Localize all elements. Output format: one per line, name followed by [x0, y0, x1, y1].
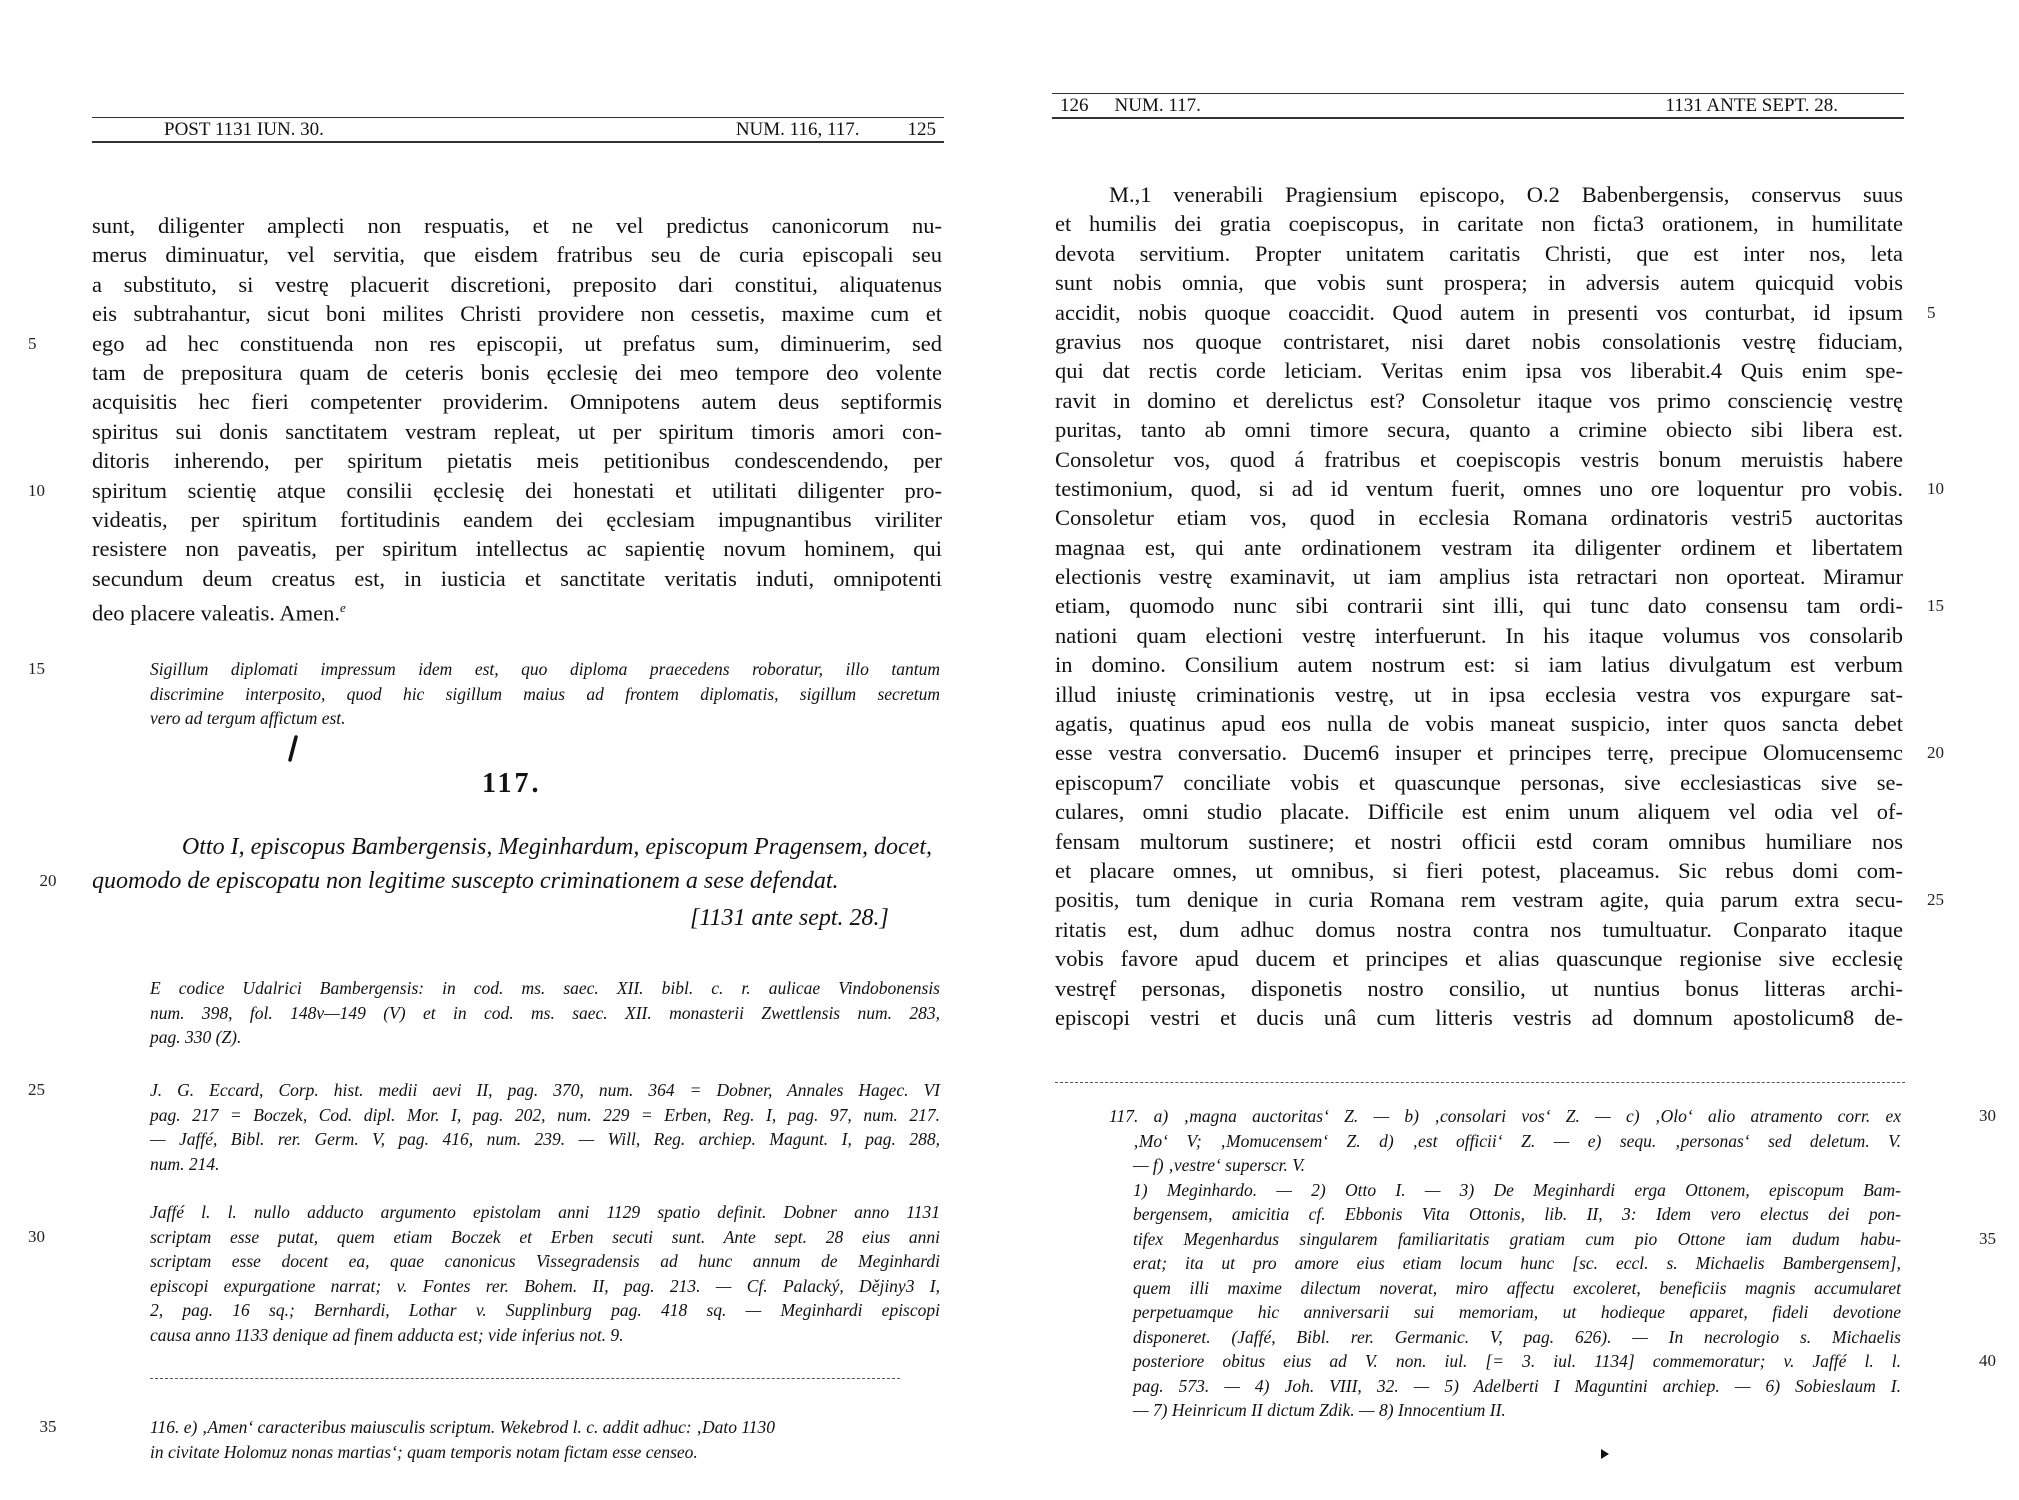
- text-line: 30 scriptam esse putat, quem etiam Boczek et Erben secuti sunt. Ante sept. 28 eius anni: [150, 1225, 940, 1250]
- text-line: devota servitium. Propter unitatem caritatis Christi, que est inter nos, leta: [1055, 240, 1903, 266]
- text-line: 1) Meginhardo. — 2) Otto I. — 3) De Meginhardi erga Ottonem, episcopum Bam-: [1133, 1179, 1901, 1200]
- text-line: 25 positis, tum denique in curia Romana rem vestram agite, quia parum extra secu-: [1055, 885, 1903, 914]
- line-number: 10: [28, 480, 45, 500]
- document-summary: [39, 830, 942, 898]
- right-header-page-number: 126: [1060, 94, 1089, 116]
- line-number: 5: [28, 333, 37, 353]
- text-line: 5 ego ad hec constituenda non res episcopii, ut prefatus sum, diminuerim, sed: [92, 329, 942, 358]
- text-line: 20 esse vestra conversatio. Ducem6 insuper et principes terrę, precipue Olomucensemc: [1055, 738, 1903, 767]
- line-number: 30: [28, 1226, 45, 1246]
- line-number: 35: [1979, 1228, 1996, 1248]
- text-line: in civitate Holomuz nonas martias‘; quam temporis notam fictam esse censeo.: [150, 1441, 698, 1462]
- text-line: episcopi expurgatione narrat; v. Fontes rer. Bohem. II, pag. 213. — Cf. Palacký, Dějiny3 I,: [150, 1275, 940, 1296]
- text-line: gravius nos quoque contristaret, nisi daret nobis consolationis vestrę fiduciam,: [1055, 328, 1903, 354]
- line-number: 30: [1979, 1106, 1996, 1125]
- line-number: 15: [28, 659, 45, 678]
- text-line: puritas, tanto ab omni timore secura, quanto a crimine obiecto sibi libera est.: [1055, 417, 1903, 443]
- text-line: discrimine interposito, quod hic sigillum maius ad frontem diplomatis, sigillum secretum: [150, 683, 940, 704]
- text-line: Consoletur etiam vos, quod in ecclesia Romana ordinatoris vestri5 auctoritas: [1055, 505, 1903, 531]
- text-line: a substituto, si vestrę placuerit discretioni, preposito dari constitui, aliquatenus: [92, 271, 942, 297]
- text-line: 10 testimonium, quod, si ad id ventum fuerit, omnes uno ore loquentur pro vobis.: [1055, 474, 1903, 503]
- text-line: deo placere valeatis. Amen.$^e$: [92, 600, 346, 626]
- text-line: vobis favore apud ducem et principes et alias quascunque regionise sive ecclesię: [1055, 946, 1903, 972]
- pen-tick-icon: [286, 736, 300, 762]
- text-line: fensam multorum sustinere; et nostri officii estd coram omnibus humiliare nos: [1055, 828, 1903, 854]
- footnote-mark: e: [340, 600, 346, 616]
- text-line: et humilis dei gratia coepiscopus, in caritate non ficta3 orationem, in humilitate: [1055, 211, 1903, 237]
- text-line: episcopum7 conciliate vobis et quascunque personas, sive ecclesiasticas sive se-: [1055, 769, 1903, 795]
- text-line: ditoris inherendo, per spiritum pietatis meis petitionibus condescendendo, per: [92, 448, 942, 474]
- document-number: 117.: [482, 768, 542, 799]
- text-line: culares, omni studio placate. Difficile est enim unum aliquem vel odia vel of-: [1055, 799, 1903, 825]
- text-line: — 7) Heinricum II dictum Zdik. — 8) Innocentium II.: [1133, 1400, 1506, 1420]
- line-number: 35: [39, 1417, 57, 1436]
- text-line: 40 posteriore obitus eius ad V. non. iul. [= 3. iul. 1134] commemoratur; v. Jaffé l. l.: [1109, 1349, 1901, 1374]
- source-description: [150, 976, 940, 1050]
- text-line: perpetuamque hic anniversarii sui memoriam, ut hodieque apparet, fideli devotione: [1133, 1302, 1901, 1322]
- text-line: Jaffé l. l. nullo adducto argumento epistolam anni 1129 spatio definit. Dobner anno 1131: [150, 1202, 940, 1222]
- text-line: — Jaffé, Bibl. rer. Germ. V, pag. 416, num. 239. — Will, Reg. archiep. Magunt. I, pag. 288,: [150, 1129, 940, 1149]
- text-line: 15 Sigillum diplomati impressum idem est, quo diploma praecedens roboratur, illo tantum: [150, 657, 940, 682]
- text-line: sunt nobis omnia, que vobis sunt prospera; in adversis autem quicquid vobis: [1055, 270, 1903, 296]
- line-number: 20: [39, 871, 57, 890]
- text-line: qui dat rectis corde leticiam. Veritas enim ipsa vos liberabit.4 Quis enim spe-: [1055, 358, 1903, 384]
- left-footnote: [39, 1415, 940, 1464]
- text-line: erat; ita ut pro amore eius etiam locum hunc [sc. eccl. s. Michaelis Bambergensem],: [1133, 1253, 1901, 1273]
- text-line: disponeret. (Jaffé, Bibl. rer. Germanic. V, pag. 626). — In necrologio s. Michaelis: [1133, 1326, 1901, 1347]
- text-line: electionis vestrę examinavit, ut iam amplius ista retractari non oporteat. Miramur: [1055, 564, 1903, 590]
- footnote-separator: [150, 1378, 900, 1379]
- left-header-date: POST 1131 IUN. 30.: [164, 118, 324, 140]
- left-page: [0, 0, 989, 1500]
- text-line: num. 214.: [150, 1153, 220, 1174]
- text-line: 35 tifex Megenhardus singularem familiaritatis gratiam cum pio Ottone iam dudum habu-: [1109, 1227, 1901, 1252]
- left-running-header: [92, 117, 944, 143]
- dating-discussion: [28, 1200, 940, 1347]
- text-line: 30 117. a) ‚magna auctoritas‘ Z. — b) ‚consolari vos‘ Z. — c) ‚Olo‘ alio atramento corr. ex: [1109, 1104, 1901, 1129]
- text-line: quem illi maxime dilectum noverat, miro affectu excoleret, beneficiis magnis accumularet: [1133, 1277, 1901, 1298]
- line-number: 25: [28, 1080, 45, 1099]
- text-line: 10 spiritum scientię atque consilii ęcclesię dei honestati et utilitati diligenter pro-: [92, 476, 942, 505]
- text-line: eis subtrahantur, sicut boni milites Christi providere non cessetis, maxime cum et: [92, 301, 942, 327]
- text-line: M.,1 venerabili Pragiensium episcopo, O.2 Babenbergensis, conservus suus: [1109, 182, 1903, 207]
- text-line: — f) ‚vestre‘ superscr. V.: [1133, 1155, 1306, 1175]
- letter-body: [1055, 180, 1944, 1032]
- text-line: Consoletur vos, quod á fratribus et coepiscopis vestris bonum meruistis habere: [1055, 446, 1903, 472]
- text-line: secundum deum creatus est, in iusticia et sanctitate veritatis induti, omnipotenti: [92, 565, 942, 591]
- text-line: pag. 217 = Boczek, Cod. dipl. Mor. I, pag. 202, num. 229 = Erben, Reg. I, pag. 97, num. 217.: [150, 1104, 940, 1125]
- left-body-text: [28, 211, 942, 626]
- text-line: videatis, per spiritum fortitudinis eandem dei ęcclesiam impugnantibus viriliter: [92, 506, 942, 532]
- text-line: 25 J. G. Eccard, Corp. hist. medii aevi II, pag. 370, num. 364 = Dobner, Annales Hagec. VI: [150, 1078, 940, 1103]
- text-line: num. 398, fol. 148v—149 (V) et in cod. ms. saec. XII. monasterii Zwettlensis num. 283,: [150, 1002, 940, 1023]
- line-number: 40: [1979, 1351, 1996, 1370]
- text-line: 2, pag. 16 sq.; Bernhardi, Lothar v. Supplinburg pag. 418 sq. — Meginhardi episcopi: [150, 1300, 940, 1320]
- text-line: sunt, diligenter amplecti non respuatis, et ne vel predictus canonicorum nu-: [92, 213, 942, 238]
- text-line: nationi quam electioni vestrę interfuerunt. In his itaque volumus vos consolarib: [1055, 622, 1903, 648]
- text-line: vero ad tergum affictum est.: [150, 708, 346, 728]
- text-line: tam de prepositura quam de ceteris bonis ęcclesię dei meo tempore deo volente: [92, 359, 942, 385]
- right-page: [989, 0, 1996, 1500]
- text-line: vestręf personas, disponetis nostro consilio, ut nuntius bonus litteras archi-: [1055, 975, 1903, 1001]
- text-line: merus diminuatur, vel servitia, que eisdem fratribus seu de curia episcopali seu: [92, 242, 942, 268]
- right-header-num: NUM. 117.: [1114, 94, 1201, 116]
- line-number: 25: [1927, 890, 1944, 910]
- text-line: 5 accidit, nobis quoque coaccidit. Quod autem in presenti vos conturbat, id ipsum: [1055, 298, 1903, 327]
- text-line: E codice Udalrici Bambergensis: in cod. ms. saec. XII. bibl. c. r. aulicae Vindobonensis: [150, 978, 940, 998]
- text-line: 35 116. e) ‚Amen‘ caracteribus maiusculis scriptum. Wekebrod l. c. addit adhuc: ‚Dato 1130: [150, 1415, 940, 1440]
- text-line: in domino. Consilium autem nostrum est: si iam latius divulgatum est verbum: [1055, 652, 1903, 678]
- text-line: magnaa est, qui ante ordinationem vestram ita diligenter ordinem et libertatem: [1055, 534, 1903, 560]
- text-line: agatis, quatinus apud eos nulla de vobis maneat suspicio, inter quos sancta debet: [1055, 711, 1903, 737]
- left-header-page-number: 125: [907, 118, 936, 140]
- text-line: spiritus sui donis sanctitatem vestram repleat, ut per spiritum timoris amori con-: [92, 418, 942, 444]
- text-line: Otto I, episcopus Bambergensis, Meginhardum, episcopum Pragensem, docet,: [181, 834, 932, 860]
- text-line: illud iniustę criminationis vestrę, ut in ipsa ecclesia vestra vos expurgare sat-: [1055, 681, 1903, 707]
- text-line: scriptam esse docent ea, quae canonicus Vissegradensis ad hunc annum de Meginhardi: [150, 1251, 940, 1271]
- text-line: et placare omnes, ut omnibus, si fieri potest, placeamus. Sic rebus domi com-: [1055, 857, 1903, 883]
- references: [28, 1078, 940, 1176]
- text-line: 15 etiam, quomodo nunc sibi contrarii sint illi, qui tunc dato consensu tam ordi-: [1055, 591, 1903, 620]
- right-header-date: 1131 ANTE SEPT. 28.: [1665, 94, 1838, 116]
- text-line: ‚Mo‘ V; ‚Momucensem‘ Z. d) ‚est officii‘ Z. — e) sequ. ‚personas‘ sed deletum. V.: [1133, 1130, 1901, 1151]
- text-line: episcopi vestri et ducis unâ cum litteris vestris ad domnum apostolicum8 de-: [1055, 1004, 1903, 1030]
- text-line: resistere non paveatis, per spiritum intellectus ac sapientię novum hominem, qui: [92, 536, 942, 562]
- text-line: pag. 330 (Z).: [150, 1027, 242, 1047]
- document-date: [1131 ante sept. 28.]: [690, 905, 889, 931]
- line-number: 20: [1927, 743, 1944, 763]
- text-line: ritatis est, dum adhuc domus nostra contra nos tumultuatur. Conparato itaque: [1055, 916, 1903, 942]
- line-number: 15: [1927, 596, 1944, 616]
- text-line: bergensem, amicitia cf. Ebbonis Vita Ottonis, lib. II, 3: Idem vero electus dei pon-: [1133, 1204, 1901, 1224]
- seal-note: [28, 657, 940, 731]
- line-number: 10: [1927, 478, 1944, 498]
- right-running-header: [1052, 93, 1904, 119]
- pointer-mark-icon: [1600, 1448, 1610, 1460]
- footnote-separator: [1055, 1082, 1905, 1083]
- text-line: pag. 573. — 4) Joh. VIII, 32. — 5) Adelberti I Maguntini archiep. — 6) Sobieslaum I.: [1133, 1375, 1901, 1396]
- text-line: ravit in domino et derelictus est? Consoletur itaque vos primo consciencię vestrę: [1055, 387, 1903, 413]
- right-footnotes: [1109, 1104, 1996, 1423]
- text-line: acquisitis hec fieri competenter providerim. Omnipotens autem deus septiformis: [92, 389, 942, 415]
- text-line: 20 quomodo de episcopatu non legitime suscepto criminationem a sese defendat.: [92, 864, 942, 898]
- text-line: causa anno 1133 denique ad finem adducta est; vide inferius not. 9.: [150, 1324, 624, 1345]
- line-number: 5: [1927, 302, 1936, 322]
- left-header-num: NUM. 116, 117.: [735, 118, 860, 140]
